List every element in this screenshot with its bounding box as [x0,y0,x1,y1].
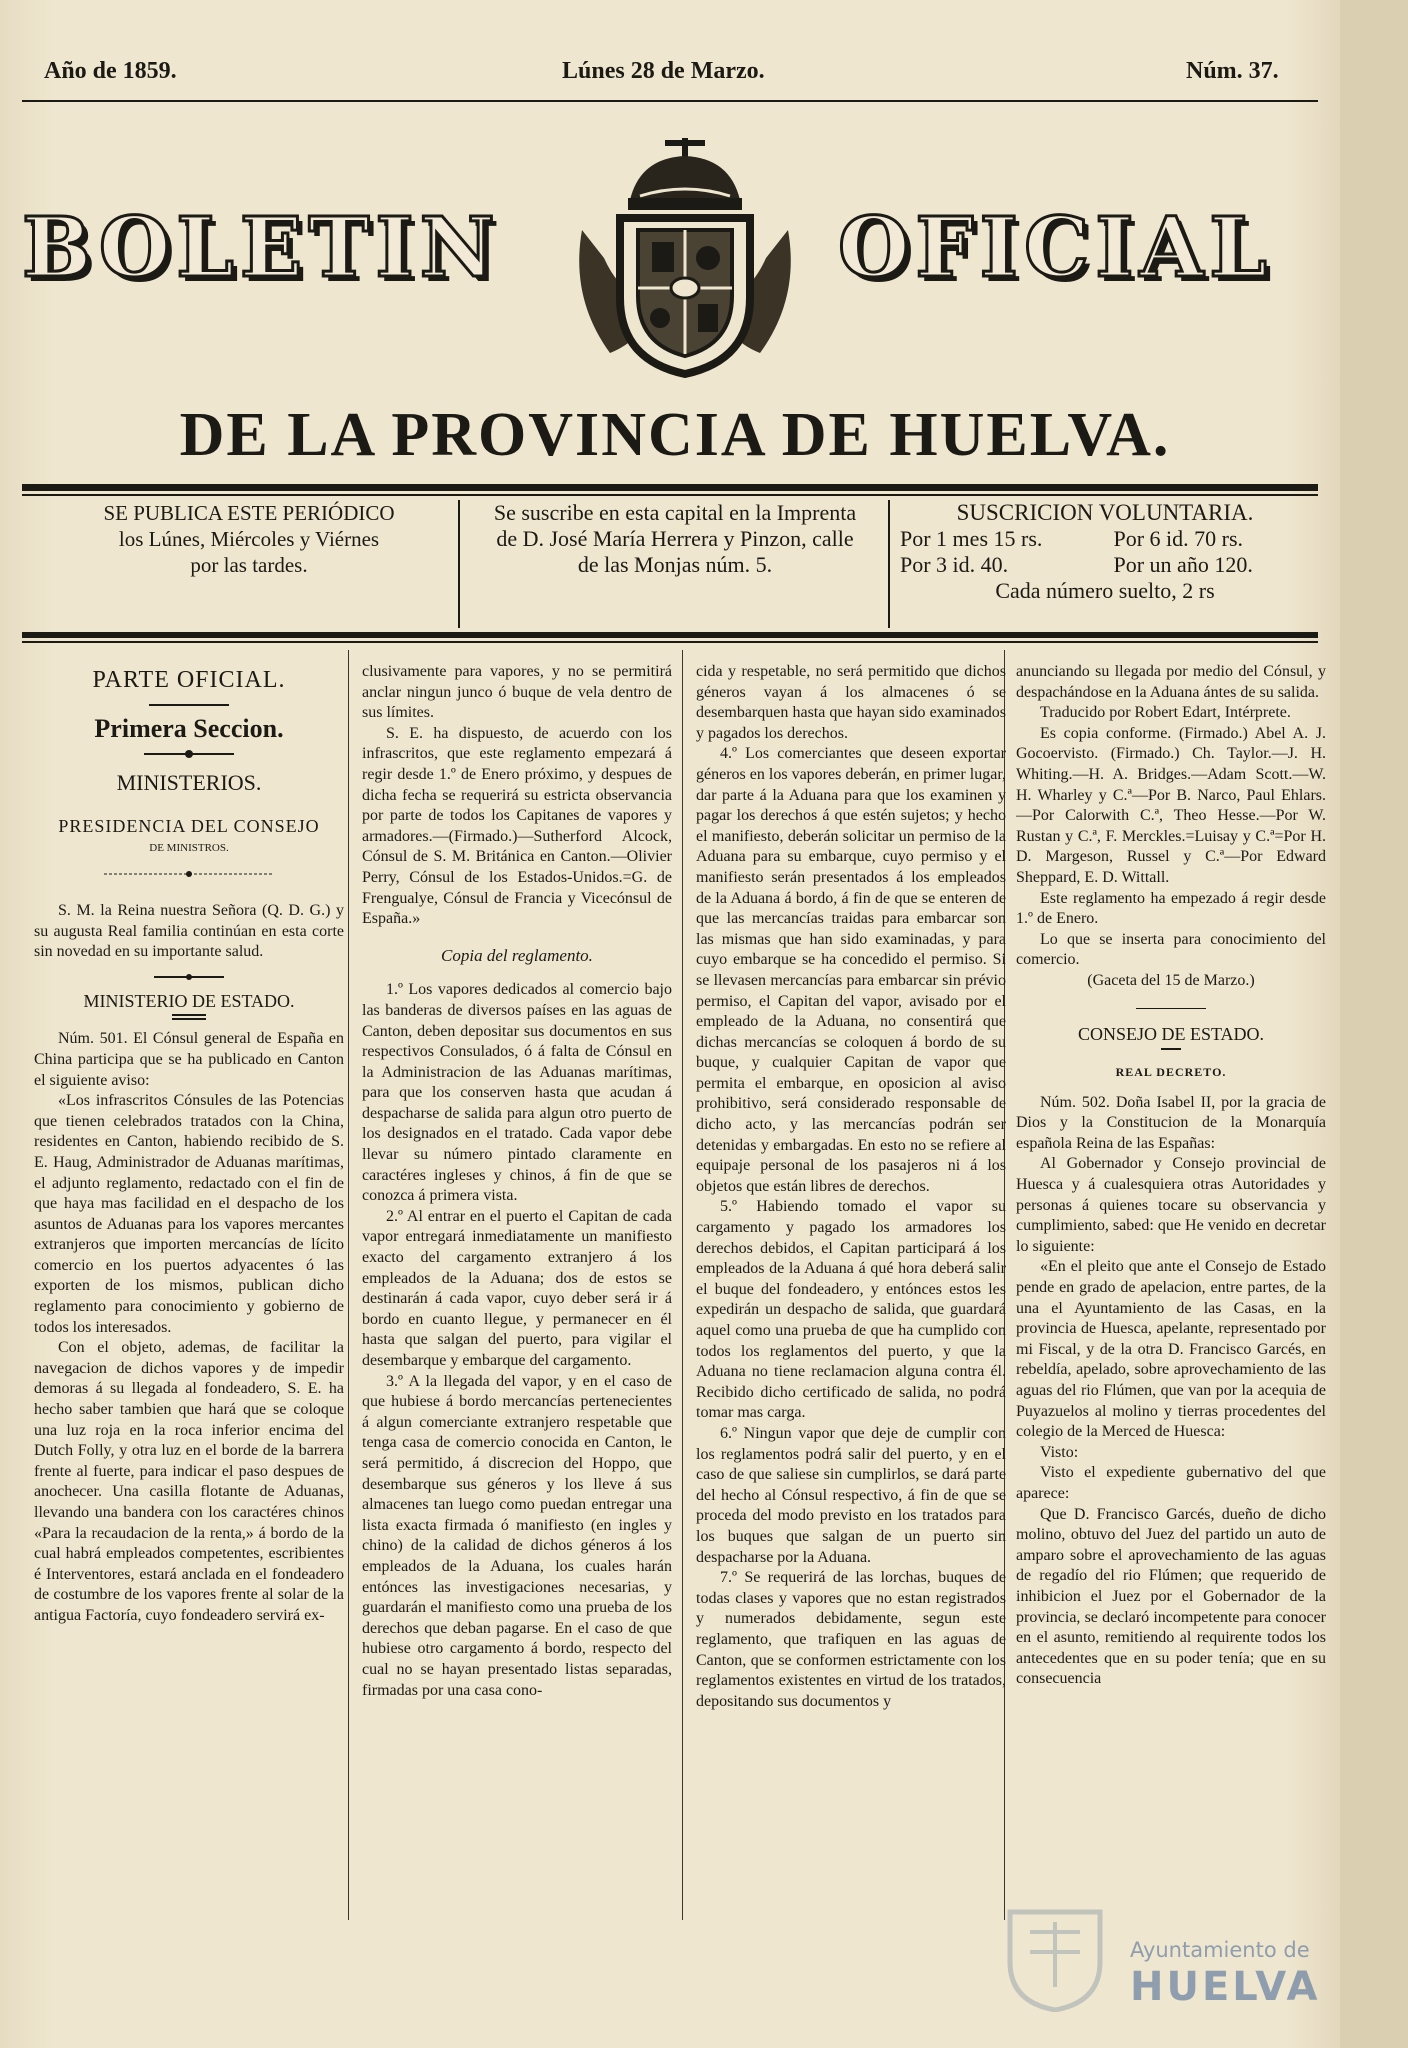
paragraph: Visto el expediente gubernativo del que aparece: [1016,1464,1326,1502]
price-single-issue: Cada número suelto, 2 rs [995,578,1215,603]
paragraph: Es copia conforme. (Firmado.) Abel A. J. Gocoervisto. (Firmado.) Ch. Taylor.—J. H. Whiting.—H. A. Bridges.—Adam Scott.—W. H. Wharley y C.ª—Por B. Narco, Paul Ehlars.—Por Calorwith C.ª, Theo Hesse.—Por W. Rustan y C.ª, F. Merckles.=Luisay y C.ª=Por H. D. Margeson, Russel y C.ª—Por Edward Sheppard, E. D. Wittall. [1016,724,1326,886]
ornament-divider-icon [172,1013,206,1021]
info-rule-bottom-thin [22,641,1318,643]
paragraph: «En el pleito que ante el Consejo de Estado pende en grado de apelacion, entre partes, de la una el Ayuntamiento de las Casas, en la provincia de Huesca, apelante, representado por mi Fiscal, y de la otra D. Francisco Garcés, en rebeldía, apelado, sobre aprovechamiento de las aguas del rio Flúmen, que van por la acequia de Puyazuelos al molino y tierras procedentes del colegio de la Merced de Huesca: [1016,1258,1326,1441]
heading-consejo-estado: CONSEJO DE ESTADO. [1077,1023,1265,1044]
paragraph: 6.º Ningun vapor que deje de cumplir con los reglamentos podrá salir del puerto, y en el caso de que saliese sin cumplirlos, se dará parte del hecho al Cónsul respectivo, á fin de que se proceda del modo previsto en los tratados para los buques que salgan de un puerto sin despacharse por la Aduana. [696,1424,1006,1566]
subscription-location [466,500,884,632]
ornament-divider-icon [149,701,229,709]
schedule-line: SE PUBLICA ESTE PERIÓDICO [103,501,395,525]
issue-date: Lúnes 28 de Marzo. [562,58,765,84]
subscription-prices [900,500,1310,632]
paragraph: Núm. 502. Doña Isabel II, por la gracia de Dios y la Constitucion de la Monarquía española Reina de las Españas: [1016,1093,1326,1152]
masthead-rule-top-thin [22,494,1318,496]
schedule-line: los Lúnes, Miércoles y Viérnes [118,527,380,551]
masthead-subtitle: DE LA PROVINCIA DE HUELVA. [179,401,1171,469]
info-divider [458,500,460,628]
heading-ministerio-estado: MINISTERIO DE ESTADO. [83,990,295,1011]
column-divider [682,650,683,1920]
section-heading-ministerios: MINISTERIOS. [116,770,262,796]
paragraph: 7.º Se requerirá de las lorchas, buques de todas clases y vapores que no estan registrados y numerados debidamente, segun este reglamento, que trafiquen en las aguas de Canton, que se conformen estrictamente con los reglamentos existentes en virtud de los tratados, depositando sus documentos y [696,1569,1006,1710]
publication-schedule [44,500,454,632]
ornament-divider-icon [1161,1046,1181,1052]
paragraph: anunciando su llegada por medio del Cónsul, y despachándose en la Aduana ántes de su salida. [1016,663,1326,701]
paragraph: clusivamente para vapores, y no se permitirá anclar ningun junco ó buque de vela dentro de sus límites. [362,663,672,722]
masthead-oficial: OFICIAL [838,200,1273,296]
section-heading-parte-oficial: PARTE OFICIAL. [92,667,286,693]
paragraph: Que D. Francisco Garcés, dueño de dicho molino, obtuvo del Juez del partido un auto de amparo sobre el aprovechamiento de las aguas de regadío del rio Flúmen; que requerido de inhibicion el Juez por el Gobernador de la provincia, se declaró incompetente para conocer en el asunto, remitiendo al requirente todos los antecedentes que en su poder tenía; que en su consecuencia [1016,1505,1326,1688]
paragraph: «Los infrascritos Cónsules de las Potencias que tienen celebrados tratados con la China, residentes en Canton, habiendo recibido de S. E. Haug, Administrador de Aduanas marítimas, el adjunto reglamento, redactado con el fin de que haya mas facilidad en el despacho de los asuntos de Aduanas para los vapores mercantes extranjeros que importen mercancías de lícito comercio en los puertos adyacentes ó las exporten de los mismos, publican dicho reglamento para conocimiento y gobierno de todos los interesados. [34,1092,344,1336]
heading-presidencia: PRESIDENCIA DEL CONSEJO [58,815,320,836]
masthead-boletin: BOLETIN [22,200,501,296]
paragraph: Este reglamento ha empezado á regir desde 1.º de Enero. [1016,889,1326,928]
next-page-edge [1340,0,1408,2048]
paragraph: 4.º Los comerciantes que deseen exportar géneros en los vapores deberán, en primer lugar, dar parte á la Aduana para que los examinen y pagar los derechos á que estén sujetos; y hecho el manifiesto, deberán solicitar un permiso de la Aduana para su embarque, cuyo permiso y el manifiesto serán presentados á los empleados de la Aduana á bordo, á fin de que se enteren de que las mercancías traidas para embarcar son las mismas que han sido examinadas, y para cuyo embarque se ha concedido el permiso. Si se llevasen mercancías para embarcar sin prévio permiso, el Capitan del vapor, avisado por el empleado de la Aduana, no consentirá que dichas mercancías se coloquen á bordo de su buque, y cualquier Capitan de vapor que permita el embarque, en oposicion al aviso prohibitivo, será considerado responsable de dicho acto, y las mercancías podrán ser detenidas y embargadas. En esto no se refiere al equipaje personal de los pasajeros ni á los objetos que están libres de derechos. [696,745,1006,1195]
heading-copia-reglamento: Copia del reglamento. [441,945,593,965]
info-divider [888,500,890,628]
paragraph: 3.º A la llegada del vapor, y en el caso de que hubiese á bordo mercancías pertenecientes á algun comerciante extranjero respetable que tenga casa de comercio conocida en Canton, le será permitido, á discrecion del Hoppo, que desembarque sus géneros y los lleve á sus almacenes tan luego como puedan entregar una lista exacta firmada ó manifiesto (en ingles y chino) de la calidad de dichos géneros á los empleados de la Aduana, los cuales harán entónces las investigaciones necesarias, y guardarán el manifiesto como una prueba de los derechos que deban pagarse. En el caso de que hubiese otro cargamento á bordo, respecto del cual no se hayan presentado listas separadas, firmadas por una casa cono- [362,1372,672,1699]
location-line: Se suscribe en esta capital en la Imprenta [493,500,857,525]
location-line: de D. José María Herrera y Pinzon, calle [496,526,854,551]
column-divider [348,650,349,1920]
paragraph: Lo que se inserta para conocimiento del comercio. [1016,930,1326,969]
royal-coat-of-arms-icon [560,138,810,378]
price-cell: Por un año 120. [1113,552,1253,577]
prices-row [900,526,1310,552]
issue-number: Núm. 37. [1186,58,1279,84]
price-cell: Por 3 id. 40. [900,552,1009,577]
article-column-2 [362,662,672,1917]
paragraph: 5.º Habiendo tomado el vapor su cargamento y pagado los armadores los derechos debidos, el Capitan participará á los empleados de la Aduana á qué hora deberá salir el buque del fondeadero, y entónces estos les expedirán un despacho de salida, que guardará aquel como una prueba de que ha cumplido con todos los reglamentos del puerto, y que la Aduana no tiene reclamacion alguna contra él. Recibido dicho certificado de salida, no podrá tomar mas carga. [696,1198,1006,1422]
paragraph: Visto: [1040,1443,1079,1461]
article-column-3 [696,662,1006,1917]
ornament-divider-icon [144,749,234,759]
price-cell: Por 1 mes 15 rs. [900,526,1043,551]
article-column-4 [1016,662,1326,1917]
heading-presidencia-sub: DE MINISTROS. [149,842,229,855]
section-heading-primera-seccion: Primera Seccion. [94,713,284,743]
paragraph: S. M. la Reina nuestra Señora (Q. D. G.) y su augusta Real familia continúan en esta corte sin novedad en su importante salud. [34,901,344,961]
info-rule-bottom [22,632,1318,638]
dateline [44,58,1292,92]
paragraph: cida y respetable, no será permitido que dichos géneros vayan á los almacenes ó se desembarquen hasta que hayan sido examinados y pagados los derechos. [696,663,1006,742]
ornament-divider-icon [104,869,274,879]
paragraph: Núm. 501. El Cónsul general de España en China participa que se ha publicado en Canton el siguiente aviso: [34,1030,344,1089]
heading-real-decreto: REAL DECRETO. [1115,1065,1227,1080]
masthead-rule-top [22,484,1318,491]
paragraph: Con el objeto, ademas, de facilitar la navegacion de dichos vapores y de impedir demoras á su llegada al fondeadero, S. E. ha hecho saber tambien que hará que se coloque una luz roja en la roca inferior encima del Dutch Folly, y otra luz en el borde de la barrera frente al fuerte, para indicar el paso despues de anochecer. Una casilla flotante de Aduanas, llevando una bandera con los caractéres chinos «Para la recaudacion de la renta,» á bordo de la cual habrá empleados competentes, escribientes é Interventores, estará anclada en el fondeadero de costumbre de los vapores frente al solar de la antigua Factoría, cuyo fondeadero servirá ex- [34,1339,344,1624]
location-line: de las Monjas núm. 5. [577,552,773,577]
issue-year: Año de 1859. [44,58,177,84]
prices-title: SUSCRICION VOLUNTARIA. [956,500,1254,525]
ornament-divider-icon [154,973,224,981]
price-cell: Por 6 id. 70 rs. [1113,526,1244,551]
paragraph: Al Gobernador y Consejo provincial de Huesca y á cualesquiera otras Autoridades y personas á quienes tocare su observancia y cumplimiento, sabed: que He venido en decretar lo siguiente: [1016,1155,1326,1255]
prices-row [900,552,1310,578]
article-column-1 [34,662,344,1917]
watermark-line-2: HUELVA [1130,1964,1321,2010]
source-note: (Gaceta del 15 de Marzo.) [1087,971,1255,989]
paragraph: 2.º Al entrar en el puerto el Capitan de cada vapor entregará inmediatamente un manifiesto exacto del cargamento extranjero á los empleados de la Aduana; dos de estos se destinarán á cada vapor, cuyo deber será ir á bordo en cuanto llegue, y permanecer en él hasta que salgan del puerto, para vigilar el desembarque y embarque del cargamento. [362,1207,672,1369]
paragraph: Traducido por Robert Edart, Intérprete. [1040,704,1291,722]
top-rule [22,100,1318,102]
schedule-line: por las tardes. [190,553,308,577]
watermark-line-1: Ayuntamiento de [1130,1938,1310,1962]
ornament-divider-icon [1136,1006,1206,1012]
paragraph: S. E. ha dispuesto, de acuerdo con los infrascritos, que este reglamento empezará á regir desde 1.º de Enero próximo, y despues de dicha fecha se requerirá su estricta observancia por parte de todos los Capitanes de vapores y armadores.—(Firmado.)—Sutherford Alcock, Cónsul de S. M. Británica en Canton.—Olivier Perry, Cónsul de los Estados-Unidos.=G. de Frengualye, Cónsul de Francia y Vicecónsul de España.» [362,724,672,928]
paragraph: 1.º Los vapores dedicados al comercio bajo las banderas de diversos países en las aguas de Canton, deben depositar sus documentos en sus respectivos Consulados, ó á falta de Cónsul en la Administracion de las Aduanas marítimas, para que los conserven hasta que acudan á despacharse de salida para algun otro puerto de los designados en el tratado. Cada vapor debe llevar su número pintado claramente en caractéres ingleses y chinos, á fin de que se conozca á primera vista. [362,981,672,1205]
